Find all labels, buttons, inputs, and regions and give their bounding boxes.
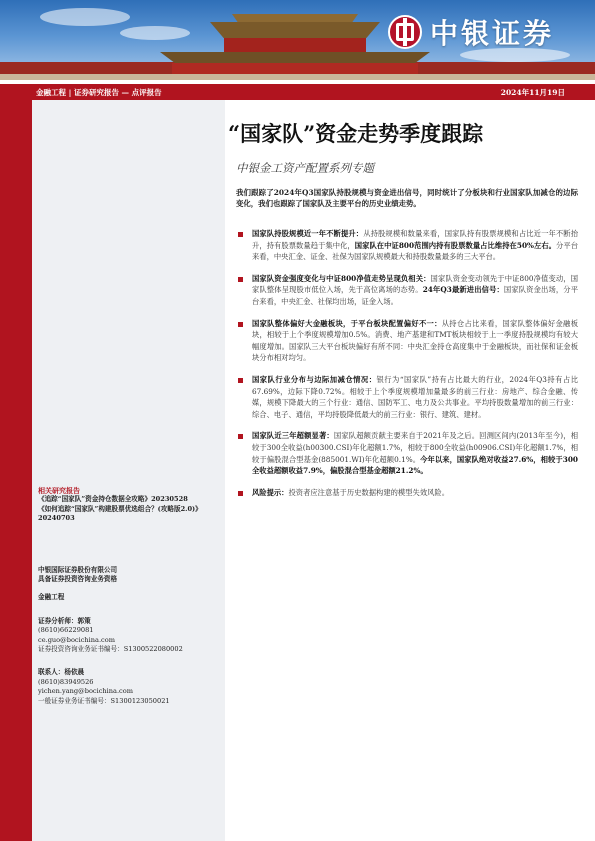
analyst-email: ce.guo@bocichina.com — [38, 635, 115, 644]
key-points-list — [236, 228, 578, 508]
related-reports-heading: 相关研究报告 — [38, 486, 80, 495]
contact-info — [38, 668, 224, 706]
related-report-item: 《追踪“国家队”资金持仓数据全攻略》20230528 — [38, 495, 188, 504]
key-point-text: 从持股规模和数量来看，国家队持有股票规模和占比近一年不断抬升，持有股票数量趋于集中化， — [252, 229, 579, 250]
analyst-certificate: 证券投资咨询业务证书编号：S1300522080002 — [38, 645, 183, 654]
department-name: 金融工程 — [38, 593, 65, 602]
analyst-info — [38, 617, 224, 655]
header-banner — [0, 0, 595, 80]
report-subtitle: 中银金工资产配置系列专题 — [236, 161, 374, 175]
report-summary: 我们跟踪了2024年Q3国家队持股规模与资金进出信号，同时统计了分板块和行业国家队加减仓的边际变化，我们也跟踪了国家队及主要平台的历史业绩走势。 — [236, 188, 578, 208]
palace-ground — [0, 74, 595, 80]
key-point — [236, 430, 578, 476]
key-point — [236, 374, 578, 420]
boc-logo-icon — [388, 15, 422, 49]
company-info — [38, 566, 224, 585]
key-point — [236, 318, 578, 364]
related-reports — [38, 486, 224, 524]
key-point-text: 国家队资金变动领先于中证800净值变动，国家队整体呈现股市低位入场，先于高位离场的态势。 — [252, 273, 578, 295]
key-point-tail: 分平台来看，中央汇金、证金、社保为国家队规模最大和持股数量最多的三大平台。 — [252, 240, 579, 262]
key-point-text: 银行为“国家队”持有占比最大的行业，2024年Q3持有占比67.69%，边际下降0.72%。相较于上个季度规模增加量最多的前三行业：房地产、综合金融、传媒，规模下降最大的三个行业：通信、国防军工、电力及公共事业。平均持股数量增加的前三行业：综合、电子、通信，平均持股降低最大的前三行业：银行、建筑、建材。 — [252, 374, 579, 419]
key-point-lead: 国家队近三年超额显著： — [252, 431, 334, 441]
contact-certificate: 一般证券业务证书编号：S1300123050021 — [38, 696, 170, 705]
analyst-phone: (8610)66229081 — [38, 626, 94, 635]
palace-roof-top — [232, 14, 358, 23]
key-point-lead: 国家队整体偏好大金融板块，于平台板块配置偏好不一： — [252, 318, 442, 328]
key-point-highlight: 今年以来，国家队绝对收益27.6%，相较于300全收益超额收益7.9%，偏股混合型基金超额21.2%。 — [252, 454, 578, 476]
risk-warning-text: 投资者应注意基于历史数据构建的模型失效风险。 — [288, 487, 450, 497]
analyst-name: 证券分析师：郭策 — [38, 616, 91, 625]
key-point-text: 从持仓占比来看，国家队整体偏好金融板块，相较于上个季度规模增加0.5%。消费、地产基建和TMT板块相较于上一季度持股规模均有较大幅度增加。国家队三大平台板块偏好有所不同：中央汇金持仓高度集中于金融板块，而社保和证金板块分布相对均匀。 — [252, 318, 578, 363]
risk-warning-lead: 风险提示： — [252, 487, 289, 497]
bullet-square-icon — [238, 378, 243, 383]
report-title: “国家队”资金走势季度跟踪 — [228, 121, 484, 146]
bullet-square-icon — [238, 232, 243, 237]
cloud-shape — [40, 8, 130, 26]
sidebar-content — [38, 486, 224, 715]
key-point — [236, 273, 578, 308]
bullet-square-icon — [238, 322, 243, 327]
key-point-highlight: 24年Q3最新进出信号： — [422, 285, 504, 295]
key-point — [236, 487, 578, 499]
key-point-lead: 国家队持股规模近一年不断提升： — [252, 229, 364, 238]
report-type: 金融工程 | 证券研究报告 — 点评报告 — [36, 87, 162, 97]
key-point-text: 国家队超额贡献主要来自于2021年及之后。回测区间内(2013年至今)，相较于300全收益(h00300.CSI)年化超额1.7%，相较于800全收益(h00906.CSI)年化超额1.7%，相较于偏股混合型基金(885001.WI)年化超额0.1%。 — [252, 431, 578, 464]
company-qualification: 具备证券投资咨询业务资格 — [38, 575, 118, 584]
contact-name: 联系人：杨依晨 — [38, 668, 85, 677]
key-point-lead: 国家队行业分布与边际加减仓情况： — [252, 374, 377, 384]
report-info-bar — [0, 84, 595, 100]
department — [38, 593, 224, 602]
left-sidebar — [0, 100, 225, 841]
contact-phone: (8610)83949526 — [38, 677, 94, 686]
bullet-square-icon — [238, 434, 243, 439]
cloud-shape — [120, 26, 190, 40]
related-report-item: 《如何追踪“国家队”构建股票优选组合？(攻略版2.0)》20240703 — [38, 504, 202, 523]
report-date: 2024年11月19日 — [500, 87, 565, 97]
key-point-tail: 国家队资金出场，分平台来看，中央汇金、社保均出场，证金入场。 — [252, 285, 579, 306]
left-red-stripe — [0, 100, 32, 841]
contact-email: yichen.yang@bocichina.com — [38, 687, 133, 696]
key-point-highlight: 国家队在中证800范围内持有股票数量占比维持在50%左右。 — [354, 240, 557, 250]
key-point-lead: 国家队资金强度变化与中证800净值走势呈现负相关： — [252, 273, 431, 283]
bullet-square-icon — [238, 491, 243, 496]
brand-name: 中银证券 — [430, 17, 555, 50]
bullet-square-icon — [238, 277, 243, 282]
brand-logo — [388, 12, 554, 52]
key-point — [236, 228, 578, 263]
palace-roof — [210, 22, 380, 38]
company-name: 中银国际证券股份有限公司 — [38, 565, 118, 574]
